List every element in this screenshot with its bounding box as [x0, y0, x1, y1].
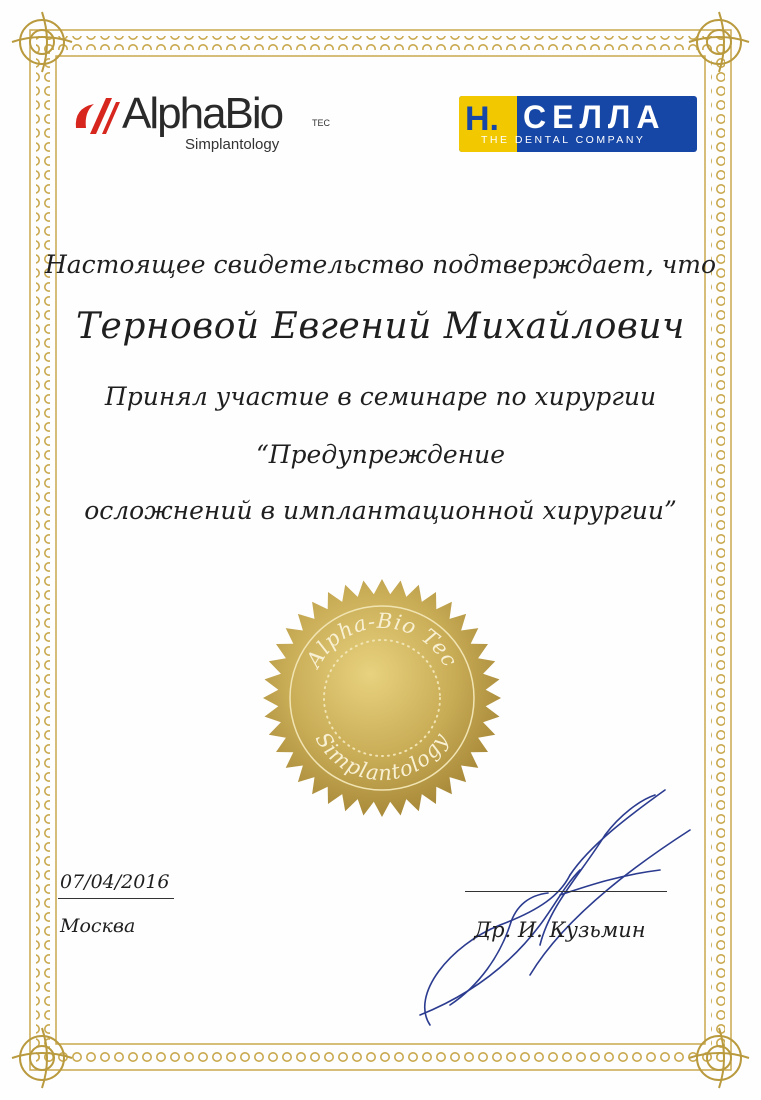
alphabio-mark-icon: [72, 94, 124, 140]
recipient-name: Терновой Евгений Михайлович: [76, 306, 685, 347]
hcella-logo: [459, 96, 697, 152]
hcella-brand: СЕЛЛА: [523, 99, 666, 135]
signature-line: [465, 891, 667, 892]
seal-top-text: Alpha-Bio Tec: [301, 608, 463, 672]
participation-text: Принял участие в семинаре по хирургии: [104, 382, 657, 411]
seminar-title-line1: “Предупреждение: [255, 440, 506, 469]
signer-name: Др. И. Кузьмин: [474, 918, 646, 942]
hcella-h: H.: [465, 100, 499, 138]
seminar-title-line2: осложнений в имплантационной хирургии”: [84, 496, 677, 525]
alphabio-subtitle: Simplantology: [185, 136, 280, 153]
seal-bottom-text: Simplantology: [310, 728, 454, 786]
date-underline: [58, 898, 174, 899]
handwritten-signature: [390, 775, 720, 1035]
alphabio-logo: [72, 90, 332, 160]
certificate-date: 07/04/2016: [60, 871, 170, 893]
hcella-subtitle: THE DENTAL COMPANY: [481, 134, 646, 146]
certificate-intro: Настоящее свидетельство подтверждает, что: [44, 250, 717, 279]
alphabio-tec: TEC: [312, 118, 330, 128]
certificate-city: Москва: [60, 915, 136, 937]
alphabio-wordmark: AlphaBio: [122, 89, 283, 138]
